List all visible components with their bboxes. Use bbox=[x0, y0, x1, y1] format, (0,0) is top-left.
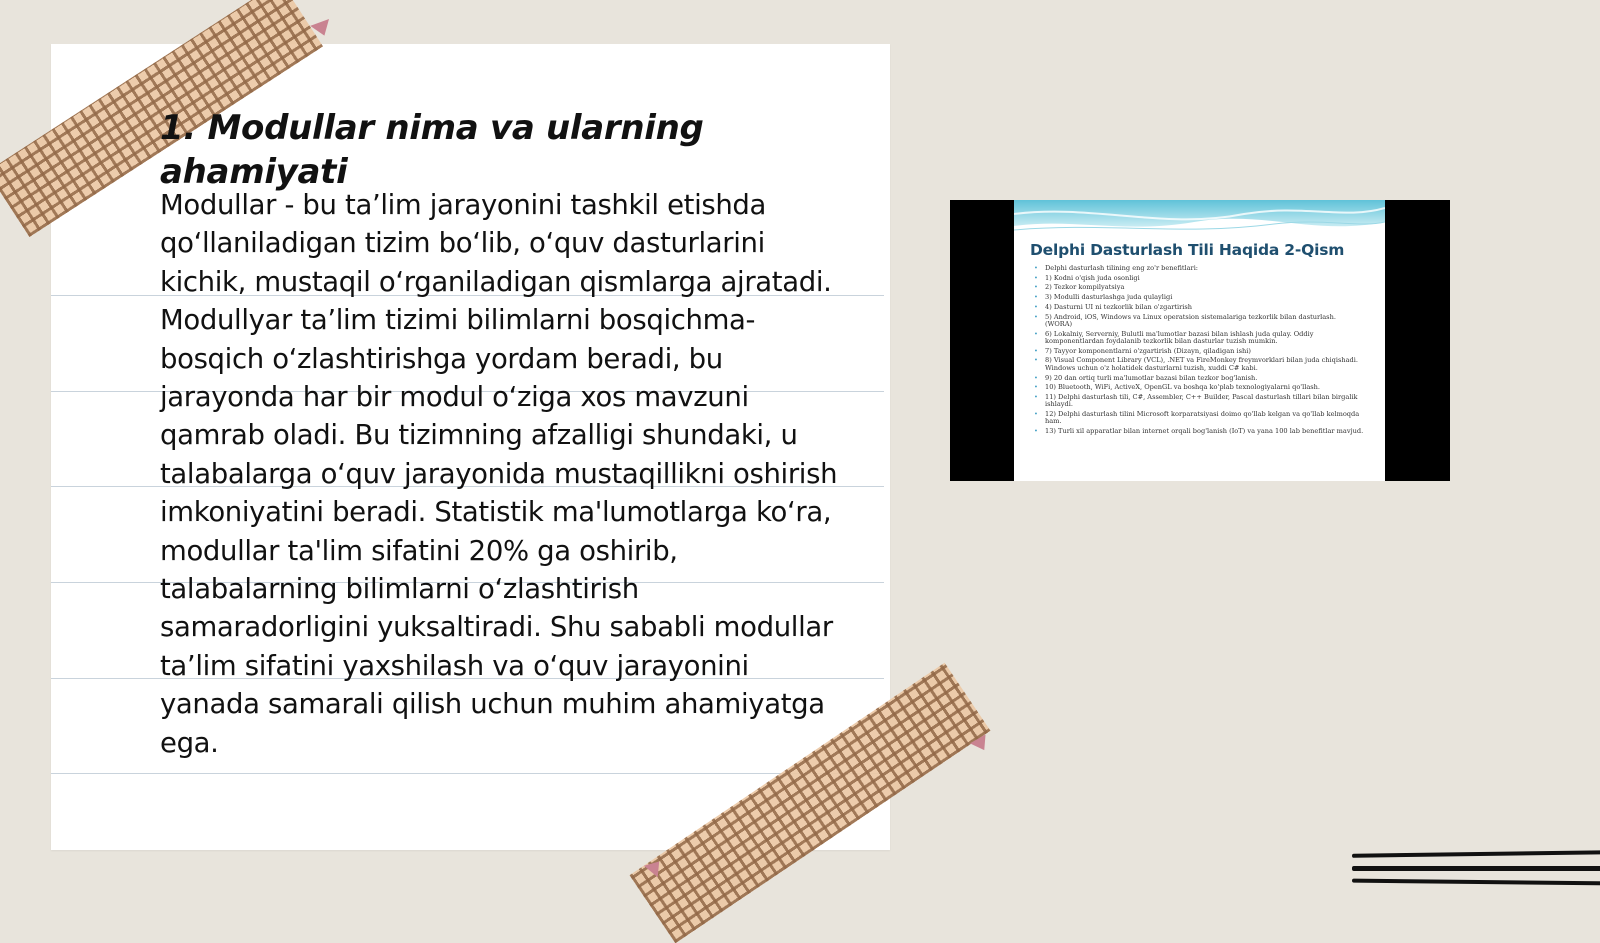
list-item: • 3) Modulli dasturlashga juda qulayligi bbox=[1034, 294, 1364, 301]
list-item: • 7) Tayyor komponentlarni o'zgartirish (Dizayn, qiladigan ishi) bbox=[1034, 348, 1364, 355]
list-item: • 9) 20 dan ortiq turli ma'lumotlar bazasi bilan tezkor bog'lanish. bbox=[1034, 375, 1364, 382]
brush-stroke bbox=[1352, 879, 1600, 886]
list-item: • 2) Tezkor kompilyatsiya bbox=[1034, 284, 1364, 291]
embedded-slide-page bbox=[1014, 200, 1385, 481]
list-item: • 10) Bluetooth, WiFi, ActiveX, OpenGL va boshqa ko'plab texnologiyalarni qo'llash. bbox=[1034, 384, 1364, 391]
brush-stroke bbox=[1352, 850, 1600, 858]
list-item: • 8) Visual Component Library (VCL), .NET va FireMonkey freymvorklari bilan juda chiqishadi. Windows uchun o'z holatidek dasturlarni tuzish, xuddi C# kabi. bbox=[1034, 357, 1364, 372]
slide-body-text: Modullar - bu ta’lim jarayonini tashkil etishda qo‘llaniladigan tizim bo‘lib, o‘quv dasturlarini kichik, mustaqil o‘rganiladigan qismlarga ajratadi. Modullyar ta’lim tizimi bilimlarni bosqichma-bosqich o‘zlashtirishga yordam beradi, bu jarayonda har bir modul o‘ziga xos mavzuni qamrab oladi. Bu tizimning afzalligi shundaki, u talabalarga o‘quv jarayonida mustaqillikni oshirish imkoniyatini beradi. Statistik ma'lumotlarga ko‘ra, modullar ta'lim sifatini 20% ga oshirib, talabalarning bilimlarni o‘zlashtirish samaradorligini yuksaltiradi. Shu sababli modullar ta’lim sifatini yaxshilash va o‘quv jarayonini yanada samarali qilish uchun muhim ahamiyatga ega. bbox=[160, 189, 838, 759]
list-item: • Delphi dasturlash tilining eng zo'r benefitlari: bbox=[1034, 265, 1364, 272]
list-item: • 6) Lokalniy, Serverniy, Bulutli ma'lumotlar bazasi bilan ishlash juda qulay. Oddiy komponentlardan foydalanib tezkorlik bilan dasturlar tuzish mumkin. bbox=[1034, 331, 1364, 346]
pin-triangle-top bbox=[310, 19, 334, 39]
slide-title: 1. Modullar nima va ularning ahamiyati bbox=[160, 108, 704, 192]
list-item: • 11) Delphi dasturlash tili, C#, Assembler, C++ Builder, Pascal dasturlash tillari bilan birgalik ishlaydi. bbox=[1034, 394, 1364, 409]
embedded-slide-title: Delphi Dasturlash Tili Haqida 2-Qism bbox=[1030, 241, 1345, 259]
list-item: • 12) Delphi dasturlash tilini Microsoft korparatsiyasi doimo qo'llab kelgan va qo'llab kelmoqda ham. bbox=[1034, 411, 1364, 426]
brush-stroke bbox=[1352, 866, 1600, 871]
list-item: • 13) Turli xil apparatlar bilan internet orqali bog'lanish (IoT) va yana 100 lab benefitlar mavjud. bbox=[1034, 428, 1364, 435]
embedded-slide-list bbox=[1034, 265, 1364, 438]
embedded-slide-image bbox=[950, 200, 1450, 481]
paper-rule-line bbox=[51, 773, 884, 774]
list-item: • 1) Kodni o'qish juda osonligi bbox=[1034, 275, 1364, 282]
list-item: • 5) Android, iOS, Windows va Linux operatsion sistemalariga tezkorlik bilan dasturlash. (WORA) bbox=[1034, 314, 1364, 329]
list-item: • 4) Dasturni UI ni tezkorlik bilan o'zgartirish bbox=[1034, 304, 1364, 311]
wave-header-graphic bbox=[1014, 200, 1385, 240]
